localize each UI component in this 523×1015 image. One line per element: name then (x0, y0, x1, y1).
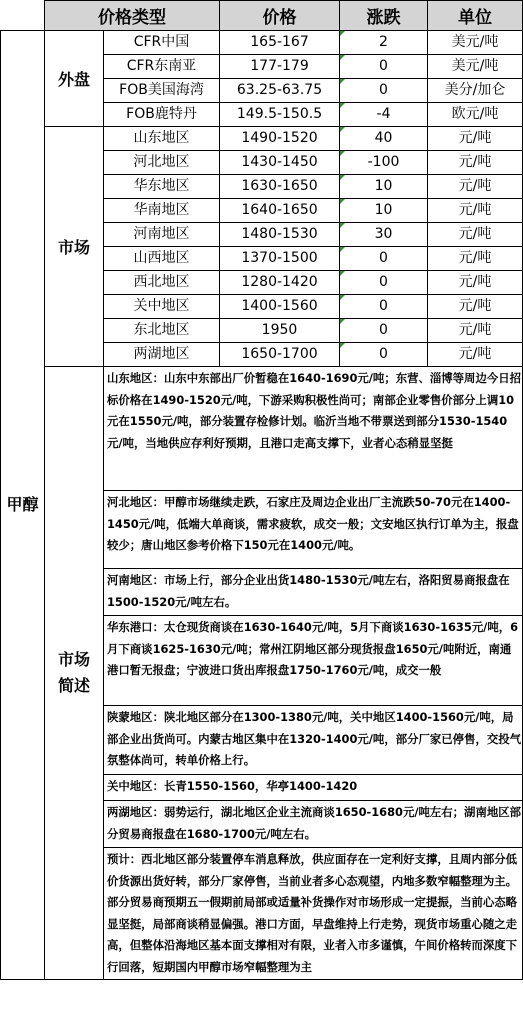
header-price: 价格 (220, 1, 340, 31)
market-name: 河北地区 (104, 151, 220, 175)
header-row (1, 1, 523, 31)
market-name: 华南地区 (104, 199, 220, 223)
market-note: 河北地区：甲醇市场继续走跌，石家庄及周边企业出厂主流跌50-70元在1400-1450元/吨，低端大单商谈，需求疲软，成交一般；文安地区执行订单为主，报盘较少；唐山地区参考价格下150元在1400元/吨。 (104, 491, 523, 569)
market-change: 0 (340, 295, 428, 319)
waipan-price: 149.5-150.5 (220, 103, 340, 127)
waipan-unit: 欧元/吨 (428, 103, 523, 127)
waipan-price: 165-167 (220, 31, 340, 55)
market-name: 关中地区 (104, 295, 220, 319)
market-price: 1370-1500 (220, 247, 340, 271)
waipan-change: 2 (340, 31, 428, 55)
market-note: 陕蒙地区：陕北地区部分在1300-1380元/吨，关中地区1400-1560元/吨，局部企业出货尚可。内蒙古地区集中在1320-1400元/吨，部分厂家已停售，交投气氛整体尚可，转单价格上行。 (104, 706, 523, 775)
market-name: 东北地区 (104, 319, 220, 343)
waipan-row (1, 31, 523, 55)
waipan-change: 0 (340, 79, 428, 103)
market-note: 河南地区：市场上行，部分企业出货1480-1530元/吨左右，洛阳贸易商报盘在1500-1520元/吨左右。 (104, 569, 523, 616)
market-note: 山东地区：山东中东部出厂价暂稳在1640-1690元/吨；东营、淄博等周边今日招标价格在1490-1520元/吨，下游采购积极性尚可；南部企业零售价部分上调10元在1550元/吨，部分装置存检修计划。临沂当地不带票送到部分1530-1540元/吨，当地供应存利好预期，且港口走高支撑下，业者心态稍显坚挺 (104, 367, 523, 491)
waipan-name: FOB美国海湾 (104, 79, 220, 103)
market-price: 1950 (220, 319, 340, 343)
header-corner (1, 1, 45, 31)
waipan-name: FOB鹿特丹 (104, 103, 220, 127)
market-name: 两湖地区 (104, 343, 220, 367)
market-note: 预计：西北地区部分装置停车消息释放，供应面存在一定利好支撑，且周内部分低价货源出货好转，部分厂家停售，当前业者多心态观望，内地多数窄幅整理为主。部分贸易商预期五一假期前局部或适量补货操作对市场形成一定提振，当前心态略显坚挺，局部商谈稍显偏强。港口方面，早盘维持上行走势，现货市场重心随之走高，但整体沿海地区基本面支撑相对有限，业者入市多谨慎，午间价格转而深度下行回落，短期国内甲醇市场窄幅整理为主 (104, 848, 523, 980)
waipan-price: 63.25-63.75 (220, 79, 340, 103)
market-change: 10 (340, 199, 428, 223)
waipan-change: -4 (340, 103, 428, 127)
market-unit: 元/吨 (428, 247, 523, 271)
market-change: 0 (340, 343, 428, 367)
market-price: 1430-1450 (220, 151, 340, 175)
market-change: 40 (340, 127, 428, 151)
header-type: 价格类型 (45, 1, 220, 31)
market-unit: 元/吨 (428, 151, 523, 175)
market-price: 1480-1530 (220, 223, 340, 247)
market-unit: 元/吨 (428, 271, 523, 295)
waipan-change: 0 (340, 55, 428, 79)
market-note: 关中地区：长青1550-1560，华亭1400-1420 (104, 775, 523, 801)
market-change: 30 (340, 223, 428, 247)
header-unit: 单位 (428, 1, 523, 31)
market-change: 0 (340, 271, 428, 295)
market-price: 1630-1650 (220, 175, 340, 199)
waipan-unit: 美元/吨 (428, 55, 523, 79)
market-change: 10 (340, 175, 428, 199)
market-note: 两湖地区：弱势运行，湖北地区企业主流商谈1650-1680元/吨左右；湖南地区部分贸易商报盘在1680-1700元/吨左右。 (104, 801, 523, 848)
waipan-name: CFR东南亚 (104, 55, 220, 79)
market-change: 0 (340, 319, 428, 343)
market-name: 山东地区 (104, 127, 220, 151)
group-notes (45, 367, 104, 980)
waipan-name: CFR中国 (104, 31, 220, 55)
market-note: 华东港口：太仓现货商谈在1630-1640元/吨，5月下商谈1630-1635元/吨，6月下商谈1625-1630元/吨；常州江阴地区部分现货报盘1650元/吨附近，南通港口暂无报盘；宁波进口货出库报盘1750-1760元/吨，成交一般 (104, 616, 523, 706)
group-notes-text: 市场简述 (58, 650, 91, 695)
market-price: 1490-1520 (220, 127, 340, 151)
market-unit: 元/吨 (428, 127, 523, 151)
market-unit: 元/吨 (428, 295, 523, 319)
waipan-unit: 美元/吨 (428, 31, 523, 55)
category-text: 甲醇 (6, 495, 39, 514)
group-market: 市场 (45, 127, 104, 367)
market-row (1, 127, 523, 151)
market-price: 1400-1560 (220, 295, 340, 319)
market-price: 1640-1650 (220, 199, 340, 223)
market-change: 0 (340, 247, 428, 271)
market-name: 西北地区 (104, 271, 220, 295)
market-name: 河南地区 (104, 223, 220, 247)
market-name: 华东地区 (104, 175, 220, 199)
note-row (1, 367, 523, 491)
category-label (1, 31, 45, 980)
group-waipan: 外盘 (45, 31, 104, 127)
header-change: 涨跌 (340, 1, 428, 31)
market-unit: 元/吨 (428, 199, 523, 223)
market-change: -100 (340, 151, 428, 175)
market-price: 1650-1700 (220, 343, 340, 367)
waipan-price: 177-179 (220, 55, 340, 79)
market-unit: 元/吨 (428, 343, 523, 367)
waipan-unit: 美分/加仑 (428, 79, 523, 103)
market-price: 1280-1420 (220, 271, 340, 295)
market-unit: 元/吨 (428, 175, 523, 199)
market-unit: 元/吨 (428, 319, 523, 343)
market-name: 山西地区 (104, 247, 220, 271)
market-unit: 元/吨 (428, 223, 523, 247)
